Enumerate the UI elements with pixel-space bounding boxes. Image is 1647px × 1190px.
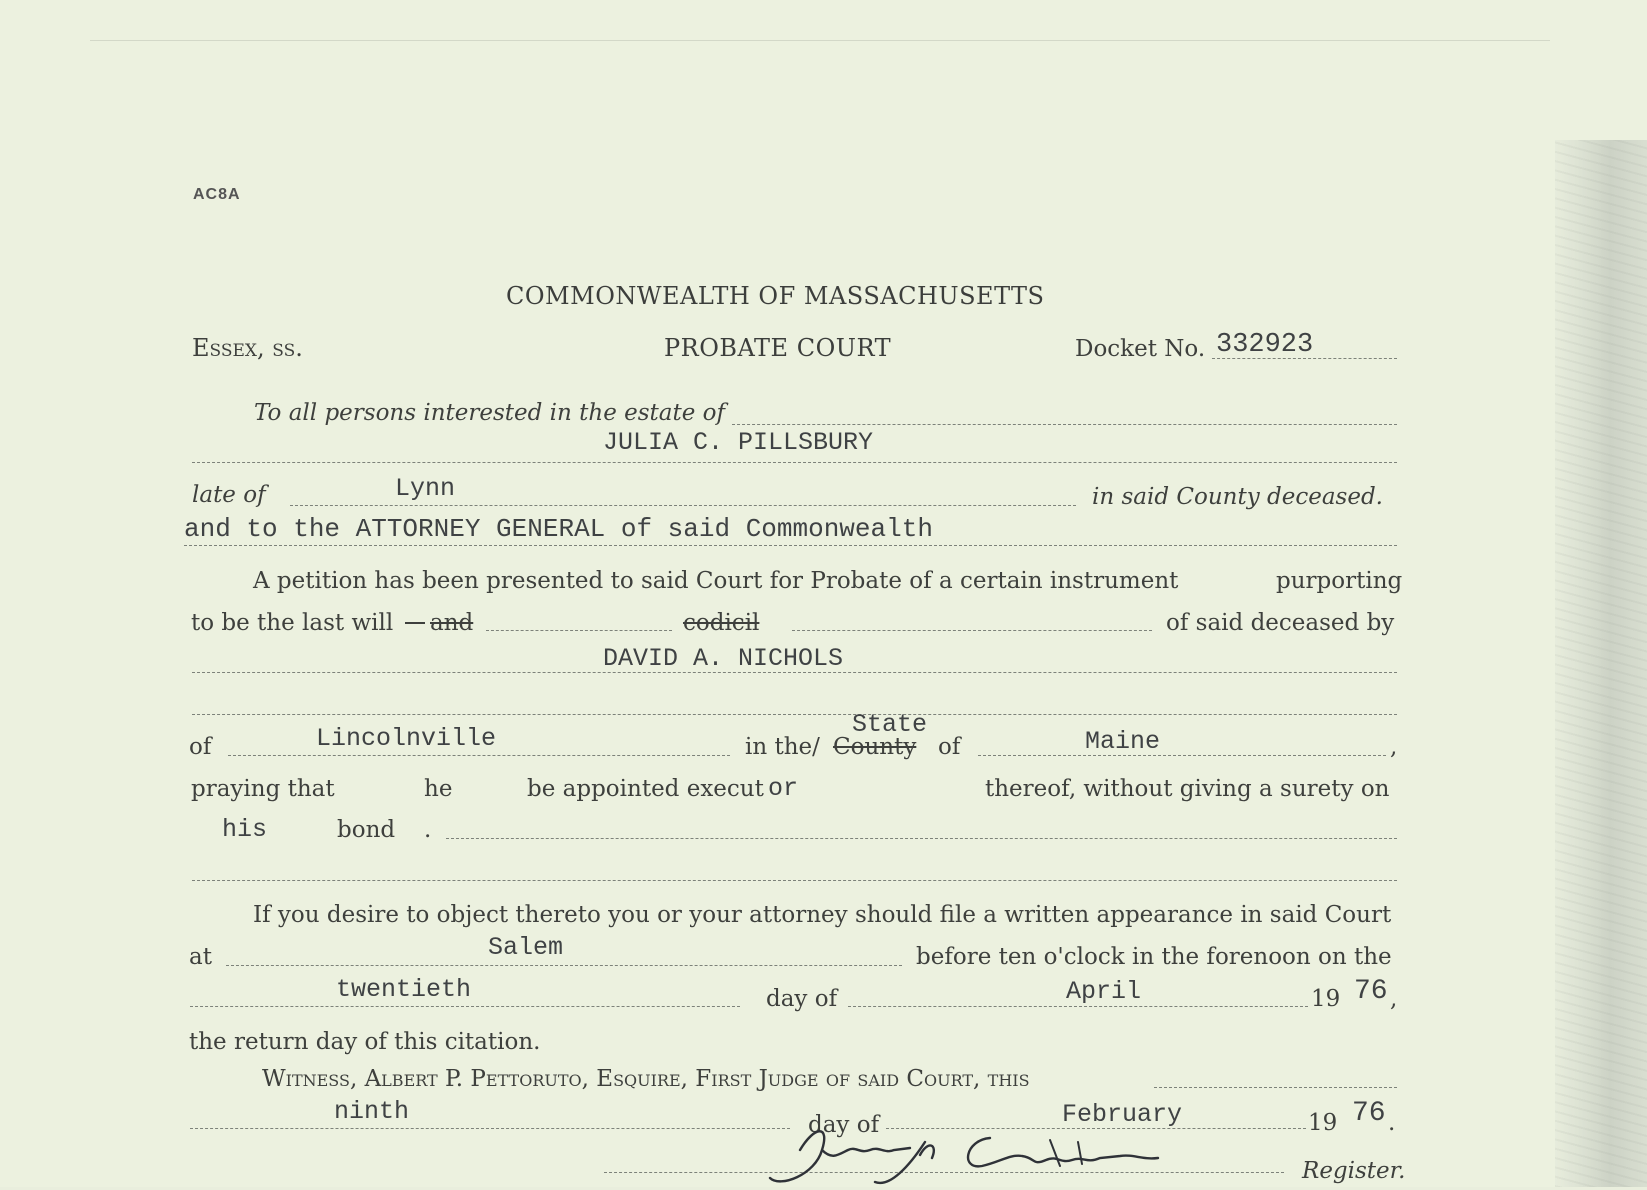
of-label-2: of [938, 734, 961, 760]
docket-number: 332923 [1216, 330, 1314, 360]
form-code: AC8A [193, 186, 241, 203]
witness-day-rule [190, 1128, 790, 1129]
witness-day: ninth [334, 1097, 410, 1126]
town-rule [228, 755, 730, 756]
state-insert: State [852, 710, 928, 739]
estate-intro: To all persons interested in the estate of [254, 400, 726, 426]
docket-label: Docket No. [1075, 336, 1206, 362]
document-title: COMMONWEALTH OF MASSACHUSETTS [506, 282, 1045, 310]
at-label: at [189, 944, 212, 970]
state-rule [978, 755, 1386, 756]
year-prefix: 19 [1311, 986, 1341, 1012]
and-struck: and [430, 610, 474, 636]
late-of-rule [290, 505, 1076, 506]
decedent-rule [192, 462, 1397, 463]
late-of-label: late of [192, 482, 266, 508]
will-rule [486, 630, 672, 631]
witness-line: Witness, Albert P. Pettoruto, Esquire, First Judge of said Court, this [262, 1066, 1030, 1092]
return-month: April [1066, 977, 1142, 1006]
location-rule [226, 965, 902, 966]
addressee: and to the ATTORNEY GENERAL of said Commonwealth [184, 514, 933, 544]
return-day: twentieth [336, 975, 472, 1004]
decedent-name: JULIA C. PILLSBURY [603, 428, 874, 457]
witness-month: February [1062, 1100, 1183, 1129]
bond-label: bond [337, 817, 396, 843]
return-month-rule [848, 1006, 1308, 1007]
scan-artifact-top [90, 40, 1550, 45]
blank-rule [192, 880, 1397, 881]
petitioner-name: DAVID A. NICHOLS [603, 644, 844, 673]
objection-line-1: If you desire to object thereto you or your attorney should file a written appearance in said Court [253, 902, 1392, 928]
codicil-struck: codicil [683, 610, 760, 636]
petitioner-rule-2 [192, 714, 1397, 715]
scan-artifact-edge [1555, 140, 1647, 1187]
codicil-rule [792, 630, 1152, 631]
thereof-label: thereof, without giving a surety on [985, 776, 1390, 802]
comma: , [1390, 734, 1398, 760]
petition-line-1: A petition has been presented to said Court for Probate of a certain instrument [253, 568, 1179, 594]
county-struck: County [833, 734, 917, 760]
pronoun: he [424, 776, 453, 802]
witness-year: 76 [1352, 1098, 1386, 1129]
before-label: before ten o'clock in the forenoon on the [916, 944, 1392, 970]
witness-year-prefix: 19 [1308, 1110, 1338, 1136]
petitioner-town: Lincolnville [316, 724, 497, 753]
addressee-rule [184, 545, 1397, 546]
return-text: the return day of this citation. [189, 1029, 541, 1055]
executor-suffix: or [768, 774, 799, 803]
petition-line-2-end: of said deceased by [1166, 610, 1395, 636]
period: . [424, 817, 432, 843]
comma-2: , [1390, 986, 1398, 1012]
register-signature [760, 1120, 1200, 1190]
court-name: PROBATE COURT [664, 334, 892, 362]
in-county-label: in said County deceased. [1092, 484, 1383, 510]
return-year: 76 [1354, 976, 1388, 1007]
in-the-label: in the/ [745, 734, 820, 760]
county-label: Essex, ss. [192, 334, 303, 362]
period-2: . [1388, 1110, 1396, 1136]
petitioner-rule-1 [192, 672, 1397, 673]
praying-label: praying that [191, 776, 335, 802]
court-location: Salem [488, 933, 564, 962]
register-label: Register. [1302, 1158, 1406, 1184]
witness-day-of-label: day of [808, 1112, 880, 1138]
bond-rule [446, 838, 1397, 839]
purporting-word: purporting [1276, 568, 1403, 594]
return-day-rule [190, 1006, 740, 1007]
late-of-town: Lynn [395, 474, 456, 503]
dash-struck [405, 610, 425, 636]
petition-line-2-start: to be the last will [191, 610, 394, 636]
of-label: of [189, 734, 212, 760]
petitioner-state: Maine [1085, 727, 1161, 756]
day-of-label: day of [766, 986, 838, 1012]
estate-rule-1 [732, 424, 1397, 425]
appointed-label: be appointed execut [527, 776, 764, 802]
witness-rule [1154, 1087, 1397, 1088]
his-pronoun: his [222, 815, 268, 844]
